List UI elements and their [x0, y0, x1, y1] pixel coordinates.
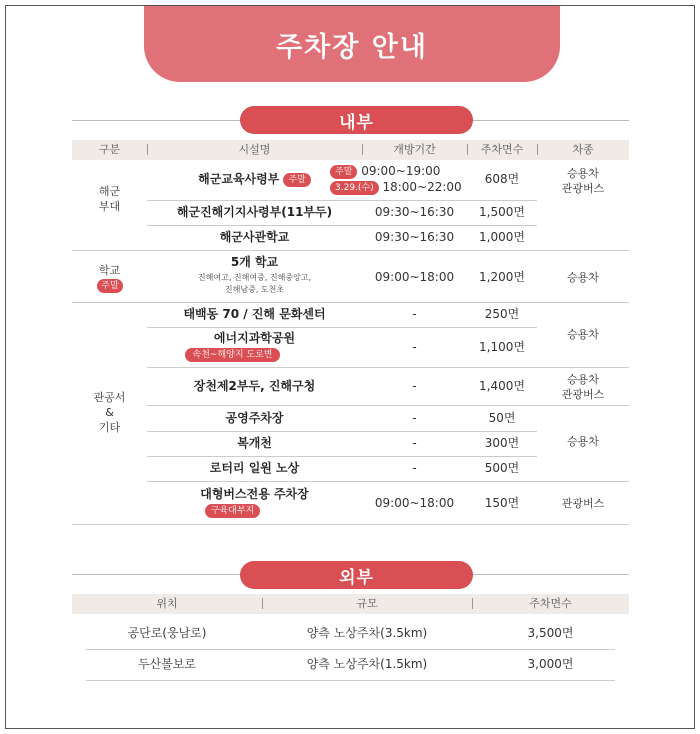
row-divider [147, 481, 629, 482]
table-bottom-border [86, 680, 615, 681]
internal-section-label: 내부 [339, 112, 374, 133]
hours-value: 09:30~16:30 [374, 205, 455, 219]
hours-value: 18:00~22:00 [382, 180, 462, 194]
count-value: 1,100면 [479, 340, 525, 354]
count-value: 150면 [484, 496, 520, 510]
group-school: 학교 [98, 264, 121, 277]
vehicle-public-a: 승용차 [567, 328, 599, 341]
header-count: 주차면수 [480, 143, 524, 156]
hours-event-line [330, 180, 470, 195]
facility-badge: 구육대부지 [205, 504, 260, 518]
location-value: 공단로(웅남로) [127, 626, 207, 640]
hours-value: - [412, 307, 417, 321]
internal-section-pill [240, 106, 473, 134]
group-divider [72, 250, 629, 251]
hours-weekend-line [330, 164, 470, 179]
location-value: 두산볼보로 [138, 657, 196, 671]
title-banner [144, 6, 560, 82]
row-divider [147, 456, 537, 457]
header-hours: 개방기간 [393, 143, 436, 156]
row-divider [147, 327, 537, 328]
facility-name: 해군교육사령부 [198, 172, 280, 186]
group-navy: 해군 부대 [98, 185, 121, 213]
header-count: 주차면수 [529, 597, 572, 610]
vehicle-school: 승용차 [567, 271, 599, 284]
group-divider [72, 302, 629, 303]
count-value: 3,000면 [527, 657, 574, 671]
facility-sub: 진해여고, 진해여중, 진해중앙고, [197, 273, 312, 282]
count-value: 1,200면 [479, 270, 525, 284]
hours-value: 09:00~18:00 [374, 270, 455, 284]
vehicle-public-b: 승용차 관광버스 [561, 373, 605, 401]
count-value: 608면 [484, 172, 520, 186]
hours-value: - [412, 379, 417, 393]
vehicle-navy: 승용차 관광버스 [561, 167, 605, 195]
scale-value: 양측 노상주차(1.5km) [306, 657, 428, 671]
facility-name: 에너지과학공원 [213, 331, 296, 345]
facility-name: 복개천 [237, 436, 272, 450]
hours-badge: 3.29.(수) [330, 181, 379, 195]
header-scale: 규모 [356, 597, 378, 610]
hours-value: - [412, 436, 417, 450]
facility-name: 해군진해기지사령부(11부두) [176, 205, 333, 219]
facility-sub: 진해남중, 도천초 [224, 285, 285, 294]
facility-badge: 주말 [283, 173, 310, 187]
facility-name: 해군사관학교 [219, 230, 290, 244]
count-value: 1,400면 [479, 379, 525, 393]
hours-value: - [412, 340, 417, 354]
row-divider [147, 431, 537, 432]
vehicle-bus: 관광버스 [561, 497, 605, 510]
count-value: 300면 [484, 436, 520, 450]
row-divider [147, 405, 629, 406]
row-divider [86, 649, 615, 650]
hours-value: 09:30~16:30 [374, 230, 455, 244]
external-table-header [72, 594, 629, 614]
count-value: 1,500면 [479, 205, 525, 219]
count-value: 500면 [484, 461, 520, 475]
external-section-label: 외부 [339, 567, 374, 588]
hours-badge: 주말 [330, 165, 357, 179]
facility-name: 5개 학교 [230, 255, 279, 269]
count-value: 3,500면 [527, 626, 574, 640]
facility-name: 로터리 일원 노상 [209, 461, 300, 475]
row-divider [147, 225, 537, 226]
page-title: 주차장 안내 [276, 31, 428, 63]
facility-name: 대형버스전용 주차장 [200, 487, 309, 501]
group-school-badge: 주말 [97, 279, 123, 293]
table-bottom-border [72, 524, 629, 525]
hours-value: - [412, 411, 417, 425]
hours-value: 09:00~18:00 [374, 496, 455, 510]
count-value: 250면 [484, 307, 520, 321]
row-divider [147, 200, 537, 201]
header-vehicle: 차종 [572, 143, 594, 156]
facility-badge: 속천~해양지 도로변 [185, 348, 280, 362]
group-public: 관공서 & 기타 [93, 391, 126, 434]
vehicle-public-c: 승용차 [567, 435, 599, 448]
row-divider [147, 367, 629, 368]
internal-table-header [72, 140, 629, 160]
count-value: 1,000면 [479, 230, 525, 244]
hours-value: - [412, 461, 417, 475]
header-category: 구분 [98, 143, 121, 156]
header-facility: 시설명 [238, 143, 271, 156]
hours-value: 09:00~19:00 [361, 164, 441, 178]
count-value: 50면 [488, 411, 516, 425]
external-section-pill [240, 561, 473, 589]
facility-name: 공영주차장 [225, 411, 284, 425]
header-location: 위치 [156, 597, 178, 610]
facility-name: 장천제2부두, 진해구청 [193, 379, 316, 393]
scale-value: 양측 노상주차(3.5km) [306, 626, 428, 640]
facility-name: 태백동 70 / 진해 문화센터 [183, 307, 326, 321]
